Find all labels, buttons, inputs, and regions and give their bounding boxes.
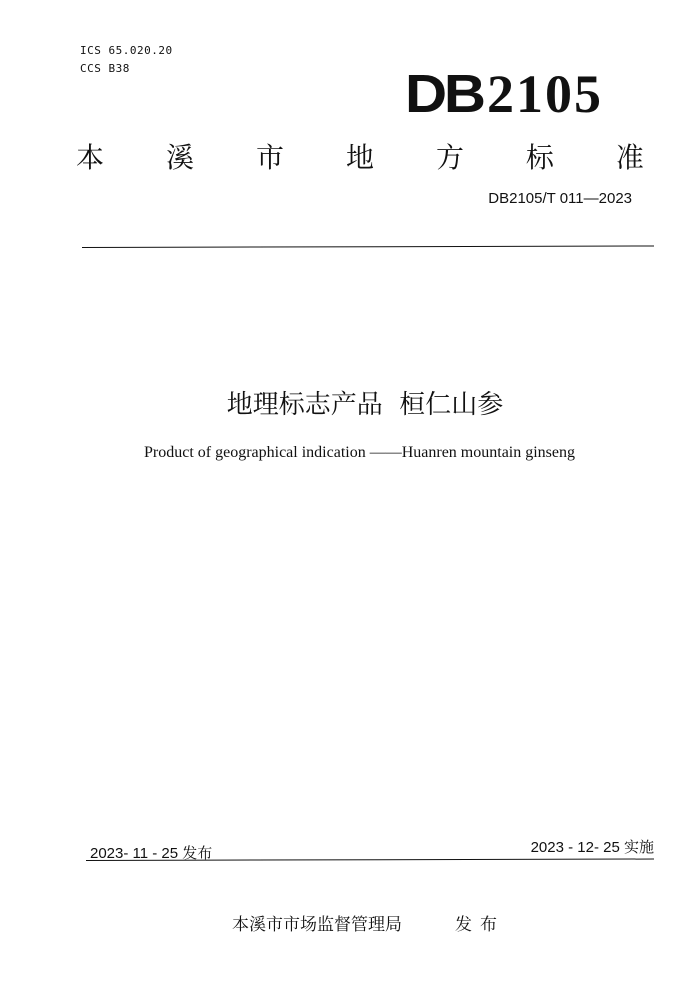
standard-type-char: 准 <box>615 141 644 174</box>
standard-type-char: 地 <box>345 141 374 174</box>
document-title-cn: 地理标志产品 桓仁山参 <box>226 390 504 420</box>
db-logo-letters: DB <box>405 64 483 124</box>
issue-date: 2023- 11 - 25 发布 <box>90 845 213 862</box>
ics-code: ICS 65.020.20 <box>80 44 173 57</box>
top-divider <box>82 246 654 248</box>
standard-type-char: 标 <box>525 141 554 174</box>
standard-type-heading <box>76 136 644 176</box>
issue-label: 发布 <box>455 915 505 935</box>
db-logo-number: 2105 <box>487 64 603 124</box>
db-logo <box>405 64 645 124</box>
standard-type-char: 市 <box>255 141 284 174</box>
standard-type-char: 本 <box>76 141 105 174</box>
standard-type-char: 溪 <box>165 141 194 174</box>
bottom-divider <box>86 859 654 861</box>
document-title-en: Product of geographical indication ——Huanren mountain ginseng <box>144 444 576 461</box>
implementation-date: 2023 - 12- 25 实施 <box>530 839 654 856</box>
ccs-code: CCS B38 <box>80 62 130 75</box>
standard-number: DB2105/T 011—2023 <box>488 190 632 207</box>
issuing-authority: 本溪市市场监督管理局 <box>232 915 402 935</box>
standard-type-char: 方 <box>435 141 464 174</box>
